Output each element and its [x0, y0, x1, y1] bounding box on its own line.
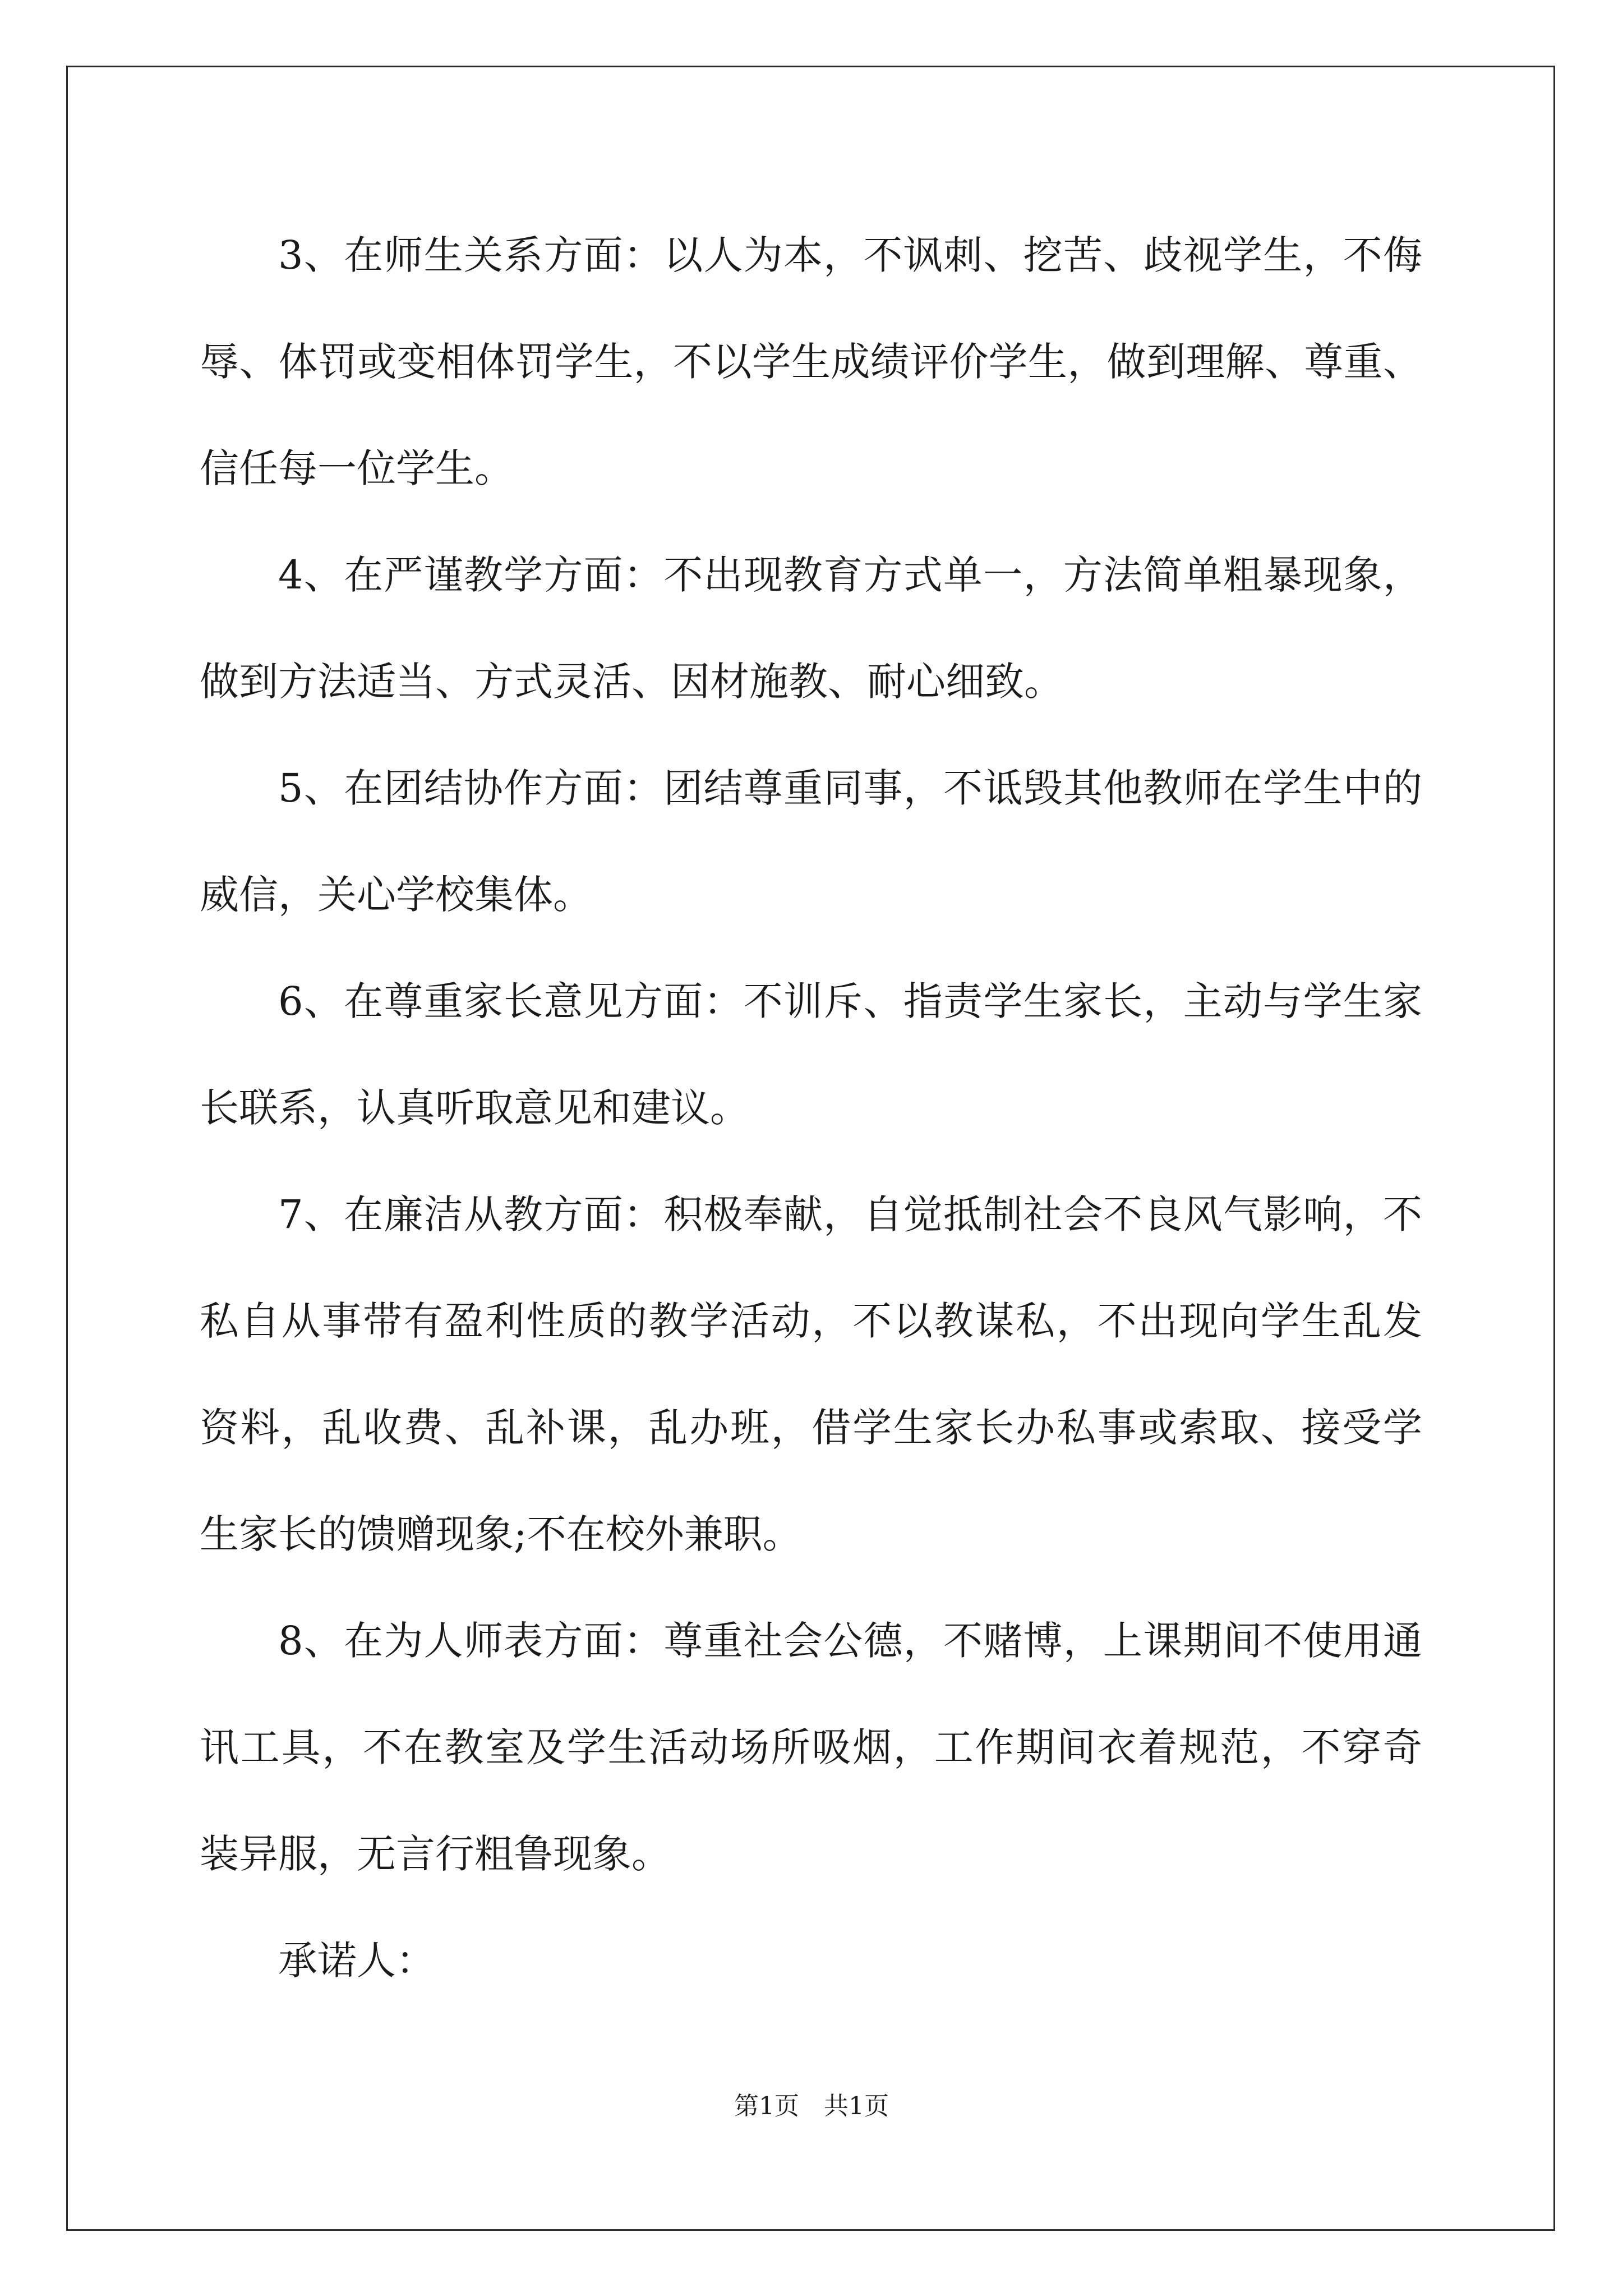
text-line: 信任每一位学生。: [200, 445, 514, 491]
text-line: 威信，关心学校集体。: [200, 872, 592, 918]
text-line: 4、在严谨教学方面：不出现教育方式单一，方法简单粗暴现象，: [278, 552, 1422, 598]
text-line: 私自从事带有盈利性质的教学活动，不以教谋私，不出现向学生乱发: [200, 1298, 1422, 1344]
text-line: 7、在廉洁从教方面：积极奉献，自觉抵制社会不良风气影响，不: [278, 1191, 1422, 1237]
text-line: 8、在为人师表方面：尊重社会公德，不赌博，上课期间不使用通: [278, 1618, 1422, 1664]
text-line: 辱、体罚或变相体罚学生，不以学生成绩评价学生，做到理解、尊重、: [200, 339, 1422, 385]
page-number-footer: 第1页 共1页: [734, 2092, 889, 2120]
text-line: 5、在团结协作方面：团结尊重同事，不诋毁其他教师在学生中的: [278, 765, 1422, 811]
text-line: 讯工具，不在教室及学生活动场所吸烟，工作期间衣着规范，不穿奇: [200, 1724, 1422, 1770]
text-line: 3、在师生关系方面：以人为本，不讽刺、挖苦、歧视学生，不侮: [278, 232, 1422, 278]
signature-label: 承诺人：: [278, 1938, 435, 1984]
text-line: 生家长的馈赠现象;不在校外兼职。: [200, 1511, 802, 1557]
text-line: 6、在尊重家长意见方面：不训斥、指责学生家长，主动与学生家: [278, 978, 1422, 1024]
text-line: 资料，乱收费、乱补课，乱办班，借学生家长办私事或索取、接受学: [200, 1405, 1422, 1451]
text-line: 装异服，无言行粗鲁现象。: [200, 1831, 671, 1877]
document-body: [200, 202, 1422, 2014]
text-line: 长联系，认真听取意见和建议。: [200, 1085, 749, 1131]
text-line: 做到方法适当、方式灵活、因材施教、耐心细致。: [200, 659, 1063, 705]
